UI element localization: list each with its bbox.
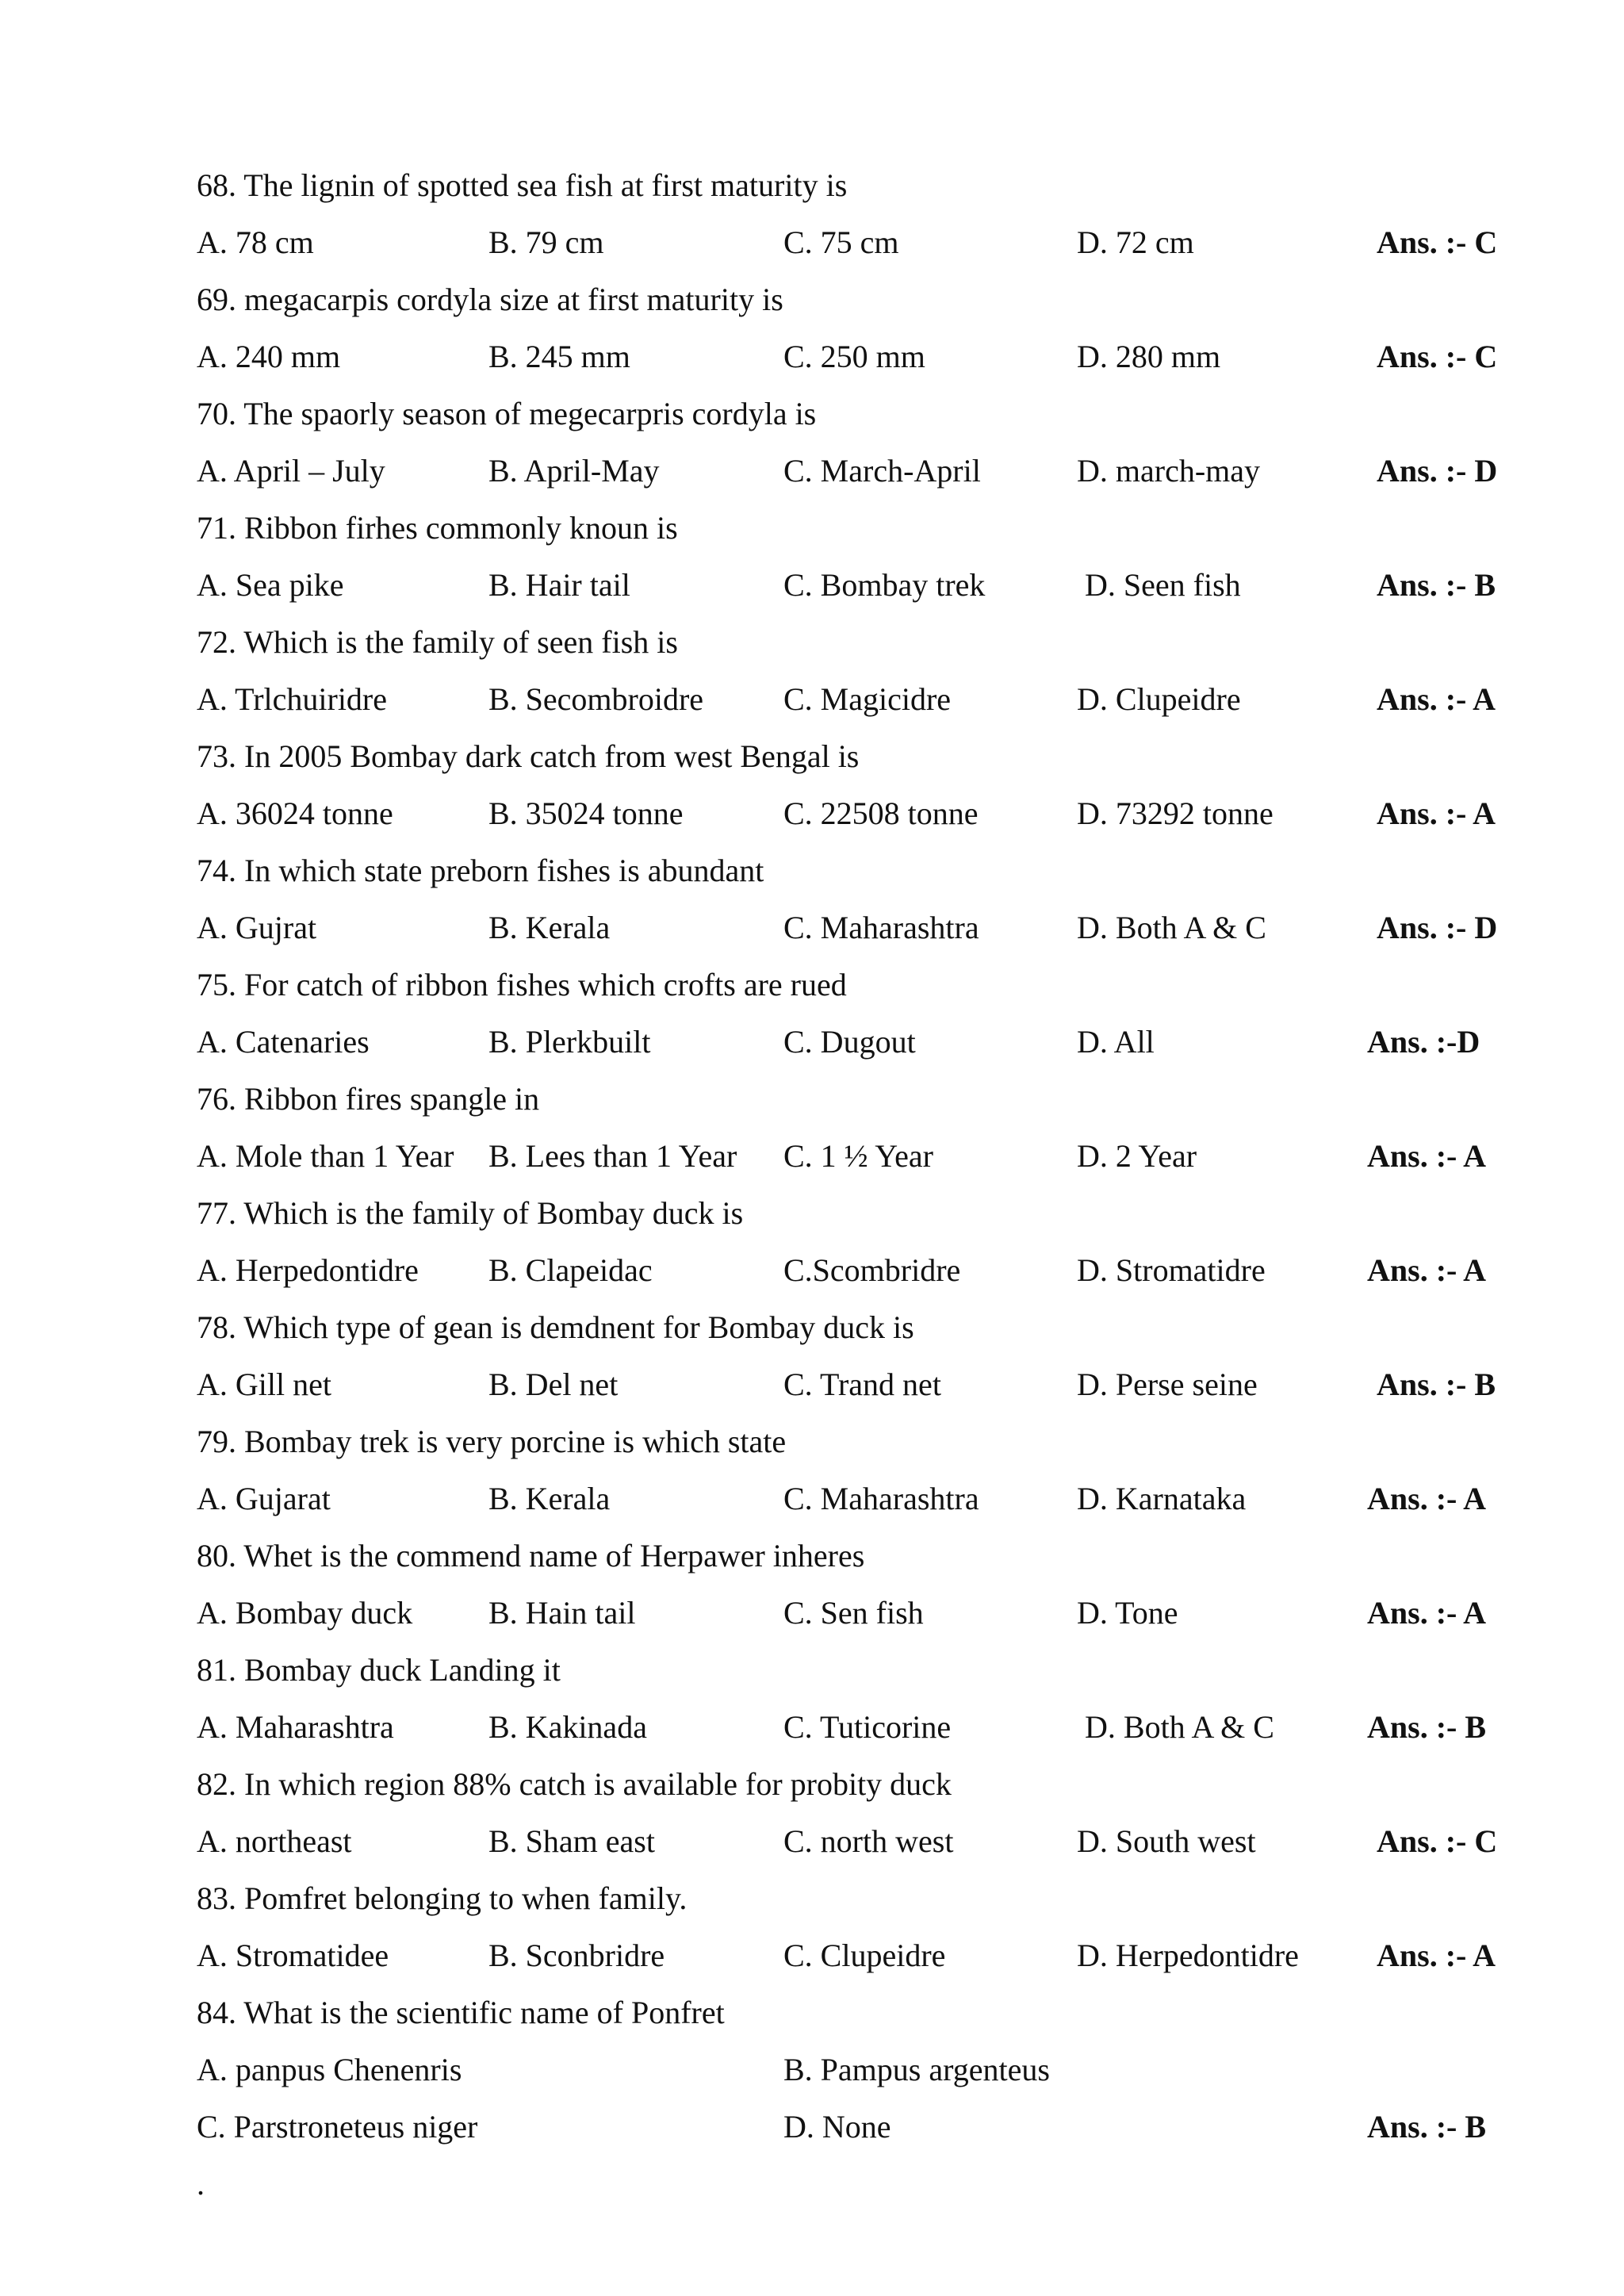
options-line [0,1128,1624,1185]
question-text: 81. Bombay duck Landing it [197,1652,561,1688]
option-d: D. Seen fish [1085,567,1241,603]
question-text-line [0,1642,1624,1699]
question-text: 76. Ribbon fires spangle in [197,1081,540,1117]
answer: Ans. :- A [1377,1938,1496,1973]
answer: Ans. :- D [1377,910,1498,945]
option-b: B. Del net [488,1366,619,1402]
question-text-line [0,842,1624,899]
option-a: A. northeast [197,1823,352,1859]
option-a: A. Bombay duck [197,1595,413,1631]
option-d: D. Karnataka [1077,1481,1247,1516]
option-d: D. 73292 tonne [1077,795,1274,831]
option-d: D. 72 cm [1077,224,1194,260]
option-d: D. 2 Year [1077,1138,1197,1174]
answer: Ans. :- D [1377,453,1498,489]
question-text-line [0,614,1624,671]
option-c: C. Tuticorine [783,1709,952,1745]
option-d: D. South west [1077,1823,1256,1859]
options-line [0,1014,1624,1071]
option-c: C. Clupeidre [783,1938,946,1973]
options-line [0,785,1624,842]
options-line [0,557,1624,614]
options-line [0,328,1624,385]
options-line [0,1242,1624,1299]
option-d: D. Clupeidre [1077,681,1241,717]
option-d: D. Both A & C [1077,910,1266,945]
option-b: B. Hair tail [488,567,630,603]
question-text: 73. In 2005 Bombay dark catch from west Bengal is [197,738,860,774]
question-text: 80. Whet is the commend name of Herpawer inheres [197,1538,865,1573]
question-text: 83. Pomfret belonging to when family. [197,1880,688,1916]
option-c: C. Sen fish [783,1595,924,1631]
question-text-line [0,1071,1624,1128]
question-text-line [0,385,1624,443]
question-text: 71. Ribbon firhes commonly knoun is [197,510,678,546]
option-b: B. 245 mm [488,339,630,374]
question-text-line [0,1527,1624,1585]
option-c: C. Trand net [783,1366,941,1402]
question-text-line [0,271,1624,328]
option-b: B. Pampus argenteus [783,2052,1050,2087]
option-a: A. Herpedontidre [197,1252,419,1288]
question-text: 79. Bombay trek is very porcine is which state [197,1424,787,1459]
options-line-2 [0,2099,1624,2156]
option-d: D. 280 mm [1077,339,1221,374]
question-text: 82. In which region 88% catch is available for probity duck [197,1766,952,1802]
options-line [0,443,1624,500]
option-b: B. Sham east [488,1823,655,1859]
option-a: A. Trlchuiridre [197,681,387,717]
option-a: A. April – July [197,453,385,489]
options-line [0,1470,1624,1527]
option-a: A. Mole than 1 Year [197,1138,454,1174]
answer: Ans. :- B [1367,1709,1487,1745]
question-text-line [0,1413,1624,1470]
option-a: A. Sea pike [197,567,344,603]
answer: Ans. :- A [1367,1481,1487,1516]
option-d: D. None [783,2109,891,2145]
option-b: B. Sconbridre [488,1938,665,1973]
option-c: C. 22508 tonne [783,795,979,831]
option-c: C. 1 ½ Year [783,1138,933,1174]
question-text: 74. In which state preborn fishes is abundant [197,853,764,888]
question-text: 68. The lignin of spotted sea fish at first maturity is [197,167,848,203]
options-line [0,1813,1624,1870]
option-b: B. Hain tail [488,1595,636,1631]
question-text-line [0,956,1624,1014]
option-c: C. north west [783,1823,954,1859]
answer: Ans. :- A [1377,681,1496,717]
option-d: D. Stromatidre [1077,1252,1266,1288]
option-b: B. Kakinada [488,1709,647,1745]
option-a: A. panpus Chenenris [197,2052,462,2087]
answer: Ans. :- C [1377,224,1498,260]
option-c: C. Maharashtra [783,1481,979,1516]
option-d: D. march-may [1077,453,1261,489]
option-b: B. Plerkbuilt [488,1024,651,1060]
option-c: C. Parstroneteus niger [197,2109,478,2145]
option-b: B. Clapeidac [488,1252,653,1288]
question-text-line [0,500,1624,557]
options-line [0,1927,1624,1984]
option-b: B. Kerala [488,910,611,945]
option-c: C. Bombay trek [783,567,986,603]
question-text-line [0,1185,1624,1242]
answer: Ans. :- B [1377,567,1496,603]
option-d: D. Tone [1077,1595,1178,1631]
option-c: C.Scombridre [783,1252,961,1288]
option-d: D. Both A & C [1085,1709,1274,1745]
answer: Ans. :- B [1377,1366,1496,1402]
question-text-line [0,1870,1624,1927]
question-text: 70. The spaorly season of megecarpris cordyla is [197,396,817,431]
option-b: B. April-May [488,453,660,489]
option-b: B. 35024 tonne [488,795,684,831]
question-text: 72. Which is the family of seen fish is [197,624,678,660]
option-b: B. Lees than 1 Year [488,1138,737,1174]
option-a: A. Stromatidee [197,1938,389,1973]
option-c: C. 250 mm [783,339,925,374]
question-text-line [0,1984,1624,2041]
answer: Ans. :- A [1367,1252,1487,1288]
option-a: A. 240 mm [197,339,341,374]
question-text-line [0,157,1624,214]
answer: Ans. :-D [1367,1024,1480,1060]
question-text-line [0,728,1624,785]
option-b: B. Kerala [488,1481,611,1516]
option-a: A. Maharashtra [197,1709,394,1745]
answer: Ans. :- A [1377,795,1496,831]
option-a: A. Gujarat [197,1481,331,1516]
option-c: C. March-April [783,453,981,489]
question-text: 77. Which is the family of Bombay duck is [197,1195,744,1231]
options-line-1 [0,2041,1624,2099]
answer: Ans. :- A [1367,1595,1487,1631]
question-text: 75. For catch of ribbon fishes which crofts are rued [197,967,847,1002]
options-line [0,1585,1624,1642]
options-line [0,899,1624,956]
answer: Ans. :- C [1377,339,1498,374]
option-d: D. All [1077,1024,1155,1060]
question-text: 84. What is the scientific name of Ponfret [197,1995,725,2030]
answer: Ans. :- A [1367,1138,1487,1174]
option-b: B. 79 cm [488,224,604,260]
option-a: A. Gill net [197,1366,331,1402]
option-d: D. Herpedontidre [1077,1938,1299,1973]
question-text-line [0,1756,1624,1813]
question-text-line [0,1299,1624,1356]
options-line [0,1699,1624,1756]
footer-dot: . [197,2166,205,2202]
option-c: C. Magicidre [783,681,952,717]
answer: Ans. :- C [1377,1823,1498,1859]
options-line [0,214,1624,271]
option-a: A. 78 cm [197,224,314,260]
option-a: A. 36024 tonne [197,795,393,831]
option-c: C. 75 cm [783,224,899,260]
option-b: B. Secombroidre [488,681,704,717]
question-text: 78. Which type of gean is demdnent for Bombay duck is [197,1309,914,1345]
option-d: D. Perse seine [1077,1366,1258,1402]
option-c: C. Dugout [783,1024,916,1060]
option-a: A. Catenaries [197,1024,370,1060]
answer: Ans. :- B [1367,2109,1487,2145]
option-a: A. Gujrat [197,910,317,945]
question-text: 69. megacarpis cordyla size at first maturity is [197,282,783,317]
options-line [0,1356,1624,1413]
option-c: C. Maharashtra [783,910,979,945]
options-line [0,671,1624,728]
